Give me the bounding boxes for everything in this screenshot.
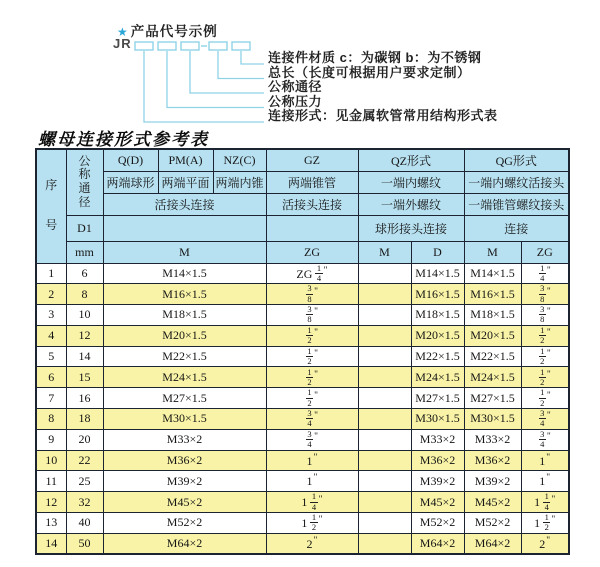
cell-qz-m <box>358 492 411 513</box>
cell-qg-m: M20×1.5 <box>464 325 521 346</box>
cell-qg-m: M16×1.5 <box>464 284 521 305</box>
cell-seq: 11 <box>36 471 66 492</box>
cell-gz-zg: 1 $\frac{1}{4}$ " <box>266 492 358 513</box>
table-title: 螺母连接形式参考表 <box>38 130 209 149</box>
header-nz-c: NZ(C) <box>213 149 266 171</box>
header-zg: ZG <box>266 241 358 263</box>
cell-qg-zg: 1 $\frac{1}{4}$ " <box>521 492 569 513</box>
cell-qz-d: M18×1.5 <box>411 305 464 326</box>
leader-line-pressure <box>167 51 264 108</box>
cell-seq: 4 <box>36 325 66 346</box>
cell-qg-zg: $\frac{1}{4}$ " <box>521 263 569 284</box>
cell-qg-m: M33×2 <box>464 429 521 450</box>
cell-qg-zg: $\frac{3}{4}$ " <box>521 409 569 430</box>
label-material: 连接件材质 c：为碳钢 b：为不锈钢 <box>268 50 482 65</box>
code-box-1 <box>135 42 153 50</box>
cell-qz-d: M16×1.5 <box>411 284 464 305</box>
cell-seq: 10 <box>36 450 66 471</box>
header-d1: D1 <box>66 215 103 241</box>
cell-m: M36×2 <box>103 450 266 471</box>
header-qg-type1: 一端内螺纹活接头 <box>464 171 569 193</box>
table-row <box>36 263 569 284</box>
table-row <box>36 533 569 554</box>
cell-qg-zg: $\frac{1}{2}$ " <box>521 346 569 367</box>
cell-qz-d: M30×1.5 <box>411 409 464 430</box>
cell-qz-d: M22×1.5 <box>411 346 464 367</box>
cell-seq: 3 <box>36 305 66 326</box>
cell-qz-m <box>358 513 411 534</box>
header-pm-a: PM(A) <box>158 149 213 171</box>
cell-qz-m <box>358 367 411 388</box>
cell-qz-d: M27×1.5 <box>411 388 464 409</box>
header-qz-d: D <box>411 241 464 263</box>
cell-qg-zg: 1 $\frac{1}{2}$ " <box>521 513 569 534</box>
cell-qz-m <box>358 409 411 430</box>
cell-seq: 6 <box>36 367 66 388</box>
cell-qg-m: M52×2 <box>464 513 521 534</box>
table-body <box>36 263 569 554</box>
header-qz-type1: 一端内螺纹 <box>358 171 464 193</box>
cell-qg-m: M30×1.5 <box>464 409 521 430</box>
cell-qz-m <box>358 284 411 305</box>
cell-gz-zg: 1" <box>266 471 358 492</box>
cell-dn: 25 <box>66 471 103 492</box>
cell-dn: 20 <box>66 429 103 450</box>
cell-qz-d: M45×2 <box>411 492 464 513</box>
cell-qz-m <box>358 325 411 346</box>
header-gz: GZ <box>266 149 358 171</box>
cell-qz-m <box>358 346 411 367</box>
cell-m: M30×1.5 <box>103 409 266 430</box>
header-gz-type: 两端锥管 <box>266 171 358 193</box>
cell-gz-zg: $\frac{1}{2}$ " <box>266 325 358 346</box>
cell-dn: 22 <box>66 450 103 471</box>
cell-qz-d: M24×1.5 <box>411 367 464 388</box>
header-seq: 序 号 <box>36 149 66 263</box>
cell-qg-m: M64×2 <box>464 533 521 554</box>
header-q-d: Q(D) <box>103 149 158 171</box>
cell-qg-zg: $\frac{1}{2}$ " <box>521 388 569 409</box>
cell-qz-d: M64×2 <box>411 533 464 554</box>
cell-qz-d: M39×2 <box>411 471 464 492</box>
cell-qz-m <box>358 429 411 450</box>
cell-qg-zg: 1" <box>521 471 569 492</box>
cell-gz-zg: 1" <box>266 450 358 471</box>
cell-m: M27×1.5 <box>103 388 266 409</box>
cell-qz-d: M20×1.5 <box>411 325 464 346</box>
header-qg-type2: 一端锥管螺纹接头 <box>464 193 569 215</box>
table-row <box>36 513 569 534</box>
code-box-4 <box>209 42 227 50</box>
cell-qg-zg: 2" <box>521 533 569 554</box>
table-row <box>36 471 569 492</box>
header-empty-gz <box>266 215 358 241</box>
label-nominal-pressure: 公称压力 <box>268 93 323 109</box>
table-row <box>36 409 569 430</box>
cell-m: M20×1.5 <box>103 325 266 346</box>
cell-qz-m <box>358 305 411 326</box>
header-qz-m: M <box>358 241 411 263</box>
cell-qz-d: M36×2 <box>411 450 464 471</box>
leader-line-material <box>241 51 264 64</box>
cell-qz-m <box>358 388 411 409</box>
table-row <box>36 492 569 513</box>
cell-m: M16×1.5 <box>103 284 266 305</box>
cell-qg-m: M14×1.5 <box>464 263 521 284</box>
cell-gz-zg: ZG $\frac{1}{4}$ " <box>266 263 358 284</box>
cell-seq: 12 <box>36 492 66 513</box>
cell-gz-zg: $\frac{1}{2}$ " <box>266 346 358 367</box>
cell-qg-zg: 1" <box>521 450 569 471</box>
cell-qz-m <box>358 263 411 284</box>
header-qz: QZ形式 <box>358 149 464 171</box>
table-row <box>36 429 569 450</box>
header-m: M <box>103 241 266 263</box>
cell-qg-m: M39×2 <box>464 471 521 492</box>
cell-dn: 40 <box>66 513 103 534</box>
header-mm: mm <box>66 241 103 263</box>
table-row <box>36 284 569 305</box>
cell-m: M45×2 <box>103 492 266 513</box>
label-connection-type: 连接形式：见金属软管常用结构形式表 <box>268 108 498 124</box>
cell-dn: 16 <box>66 388 103 409</box>
table-row <box>36 305 569 326</box>
cell-qg-zg: $\frac{1}{2}$ " <box>521 367 569 388</box>
cell-qz-m <box>358 450 411 471</box>
cell-qz-m <box>358 471 411 492</box>
cell-qz-d: M33×2 <box>411 429 464 450</box>
cell-qg-zg: $\frac{3}{8}$ " <box>521 284 569 305</box>
leader-line-connection <box>144 51 264 122</box>
header-q-type: 两端球形 <box>103 171 158 193</box>
cell-qg-m: M18×1.5 <box>464 305 521 326</box>
code-box-3 <box>181 42 199 50</box>
cell-m: M64×2 <box>103 533 266 554</box>
leader-line-diameter <box>190 51 264 93</box>
cell-gz-zg: $\frac{3}{4}$ " <box>266 409 358 430</box>
header-qg: QG形式 <box>464 149 569 171</box>
cell-m: M33×2 <box>103 429 266 450</box>
cell-qz-m <box>358 533 411 554</box>
cell-seq: 7 <box>36 388 66 409</box>
cell-gz-zg: $\frac{3}{8}$ " <box>266 284 358 305</box>
cell-m: M24×1.5 <box>103 367 266 388</box>
cell-dn: 10 <box>66 305 103 326</box>
cell-m: M18×1.5 <box>103 305 266 326</box>
cell-dn: 32 <box>66 492 103 513</box>
cell-dn: 50 <box>66 533 103 554</box>
cell-seq: 5 <box>36 346 66 367</box>
cell-m: M39×2 <box>103 471 266 492</box>
cell-qg-zg: $\frac{1}{2}$ " <box>521 325 569 346</box>
cell-gz-zg: $\frac{1}{2}$ " <box>266 388 358 409</box>
header-qg-zg: ZG <box>521 241 569 263</box>
cell-dn: 8 <box>66 284 103 305</box>
table-row <box>36 346 569 367</box>
header-pm-type: 两端平面 <box>158 171 213 193</box>
table-row <box>36 388 569 409</box>
cell-dn: 6 <box>66 263 103 284</box>
label-total-length: 总长（长度可根据用户要求定制） <box>268 64 471 80</box>
cell-m: M22×1.5 <box>103 346 266 367</box>
table-row <box>36 450 569 471</box>
table-row <box>36 325 569 346</box>
cell-m: M14×1.5 <box>103 263 266 284</box>
star-icon: ★ <box>117 25 129 39</box>
cell-seq: 8 <box>36 409 66 430</box>
cell-qg-m: M27×1.5 <box>464 388 521 409</box>
label-nominal-diameter: 公称通径 <box>268 79 323 95</box>
product-code-heading-text: 产品代号示例 <box>130 24 218 39</box>
cell-qg-zg: $\frac{3}{4}$ " <box>521 429 569 450</box>
cell-seq: 13 <box>36 513 66 534</box>
cell-m: M52×2 <box>103 513 266 534</box>
cell-gz-zg: $\frac{3}{8}$ " <box>266 305 358 326</box>
header-nz-type: 两端内锥 <box>213 171 266 193</box>
cell-dn: 18 <box>66 409 103 430</box>
cell-dn: 15 <box>66 367 103 388</box>
cell-qg-m: M36×2 <box>464 450 521 471</box>
header-dn: 公 称 通 径 <box>66 149 103 215</box>
nut-connection-table <box>35 148 570 555</box>
table-row <box>36 367 569 388</box>
header-qg-m: M <box>464 241 521 263</box>
cell-qg-m: M45×2 <box>464 492 521 513</box>
cell-qg-m: M22×1.5 <box>464 346 521 367</box>
cell-seq: 1 <box>36 263 66 284</box>
product-code-prefix: JR <box>113 36 132 51</box>
cell-qz-d: M52×2 <box>411 513 464 534</box>
cell-gz-zg: 1 $\frac{1}{2}$ " <box>266 513 358 534</box>
cell-dn: 14 <box>66 346 103 367</box>
header-m-conn: 活接头连接 <box>103 193 266 215</box>
header-gz-conn: 活接头连接 <box>266 193 358 215</box>
code-box-2 <box>158 42 176 50</box>
cell-qg-zg: $\frac{3}{8}$ " <box>521 305 569 326</box>
cell-qz-d: M14×1.5 <box>411 263 464 284</box>
code-box-5 <box>232 42 250 50</box>
cell-dn: 12 <box>66 325 103 346</box>
cell-seq: 2 <box>36 284 66 305</box>
cell-gz-zg: 2" <box>266 533 358 554</box>
cell-qg-m: M24×1.5 <box>464 367 521 388</box>
cell-gz-zg: $\frac{3}{4}$ " <box>266 429 358 450</box>
header-qz-type2: 一端外螺纹 <box>358 193 464 215</box>
header-empty-m <box>103 215 266 241</box>
cell-seq: 9 <box>36 429 66 450</box>
cell-gz-zg: $\frac{1}{2}$ " <box>266 367 358 388</box>
cell-seq: 14 <box>36 533 66 554</box>
header-qz-conn: 球形接头连接 <box>358 215 464 241</box>
header-qg-conn: 连接 <box>464 215 569 241</box>
product-code-labels <box>268 51 498 124</box>
